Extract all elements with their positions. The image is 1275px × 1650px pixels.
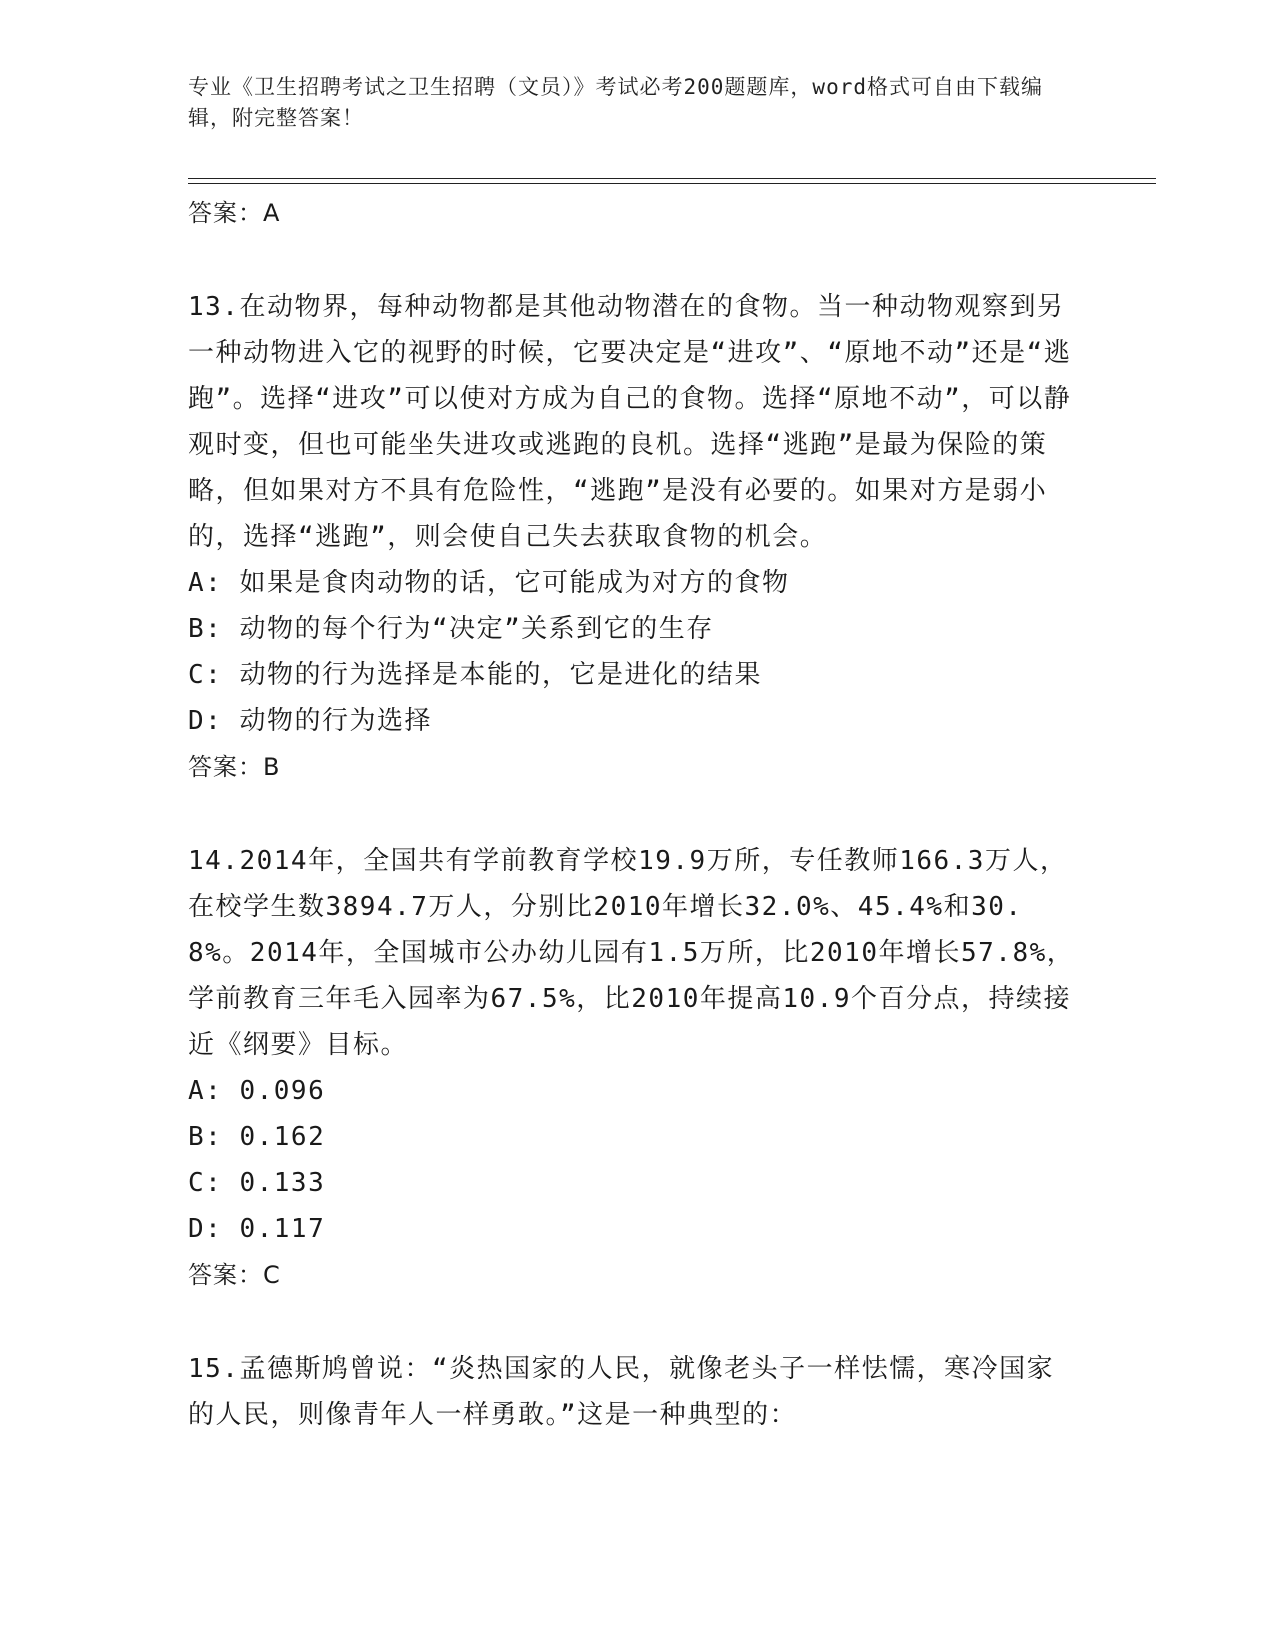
question-13-answer: 答案：B: [188, 753, 281, 781]
question-13-text: [188, 284, 1078, 560]
spacer: [188, 236, 1088, 284]
question-13-option-b: B: 动物的每个行为“决定”关系到它的生存: [188, 614, 714, 644]
question-13-option-d: D: 动物的行为选择: [188, 706, 432, 736]
question-13-option-a: A: 如果是食肉动物的话，它可能成为对方的食物: [188, 568, 790, 598]
question-14-body: 2014年，全国共有学前教育学校19.9万所，专任教师166.3万人，在校学生数3894.7万人，分别比2010年增长32.0%、45.4%和30.8%。2014年，全国城市公办幼儿园有1.5万所，比2010年增长57.8%，学前教育三年毛入园率为67.5%，比2010年提高10.9个百分点，持续接近《纲要》目标。: [188, 846, 1075, 1060]
spacer: [188, 790, 1088, 838]
header-divider-bottom: [188, 183, 1156, 184]
question-14-option-b: B: 0.162: [188, 1122, 326, 1152]
question-14-option-c: C: 0.133: [188, 1168, 326, 1198]
question-14-option-d: D: 0.117: [188, 1214, 326, 1244]
document-body: [188, 190, 1088, 1438]
spacer: [188, 1298, 1088, 1346]
question-14-answer: 答案：C: [188, 1261, 281, 1289]
question-14-option-a: A: 0.096: [188, 1076, 326, 1106]
question-15-body: 孟德斯鸠曾说：“炎热国家的人民，就像老头子一样怯懦，寒冷国家的人民，则像青年人一样勇敢。”这是一种典型的：: [188, 1354, 1055, 1430]
header-divider-top: [188, 178, 1156, 179]
question-14-number: 14.: [188, 846, 240, 876]
question-13-number: 13.: [188, 292, 240, 322]
question-13-option-c: C: 动物的行为选择是本能的，它是进化的结果: [188, 660, 762, 690]
question-15-text: [188, 1346, 1078, 1438]
question-15: [188, 1346, 1088, 1438]
question-14: [188, 838, 1088, 1298]
page-header: [188, 72, 1068, 134]
previous-answer: 答案：A: [188, 199, 281, 227]
header-text: 专业《卫生招聘考试之卫生招聘（文员）》考试必考200题题库，word格式可自由下载编辑，附完整答案！: [188, 75, 1043, 130]
question-13-body: 在动物界，每种动物都是其他动物潜在的食物。当一种动物观察到另一种动物进入它的视野的时候，它要决定是“进攻”、“原地不动”还是“逃跑”。选择“进攻”可以使对方成为自己的食物。选择“原地不动”，可以静观时变，但也可能坐失进攻或逃跑的良机。选择“逃跑”是最为保险的策略，但如果对方不具有危险性，“逃跑”是没有必要的。如果对方是弱小的，选择“逃跑”，则会使自己失去获取食物的机会。: [188, 292, 1072, 552]
question-15-number: 15.: [188, 1354, 240, 1384]
question-13: [188, 284, 1088, 790]
question-14-text: [188, 838, 1078, 1068]
